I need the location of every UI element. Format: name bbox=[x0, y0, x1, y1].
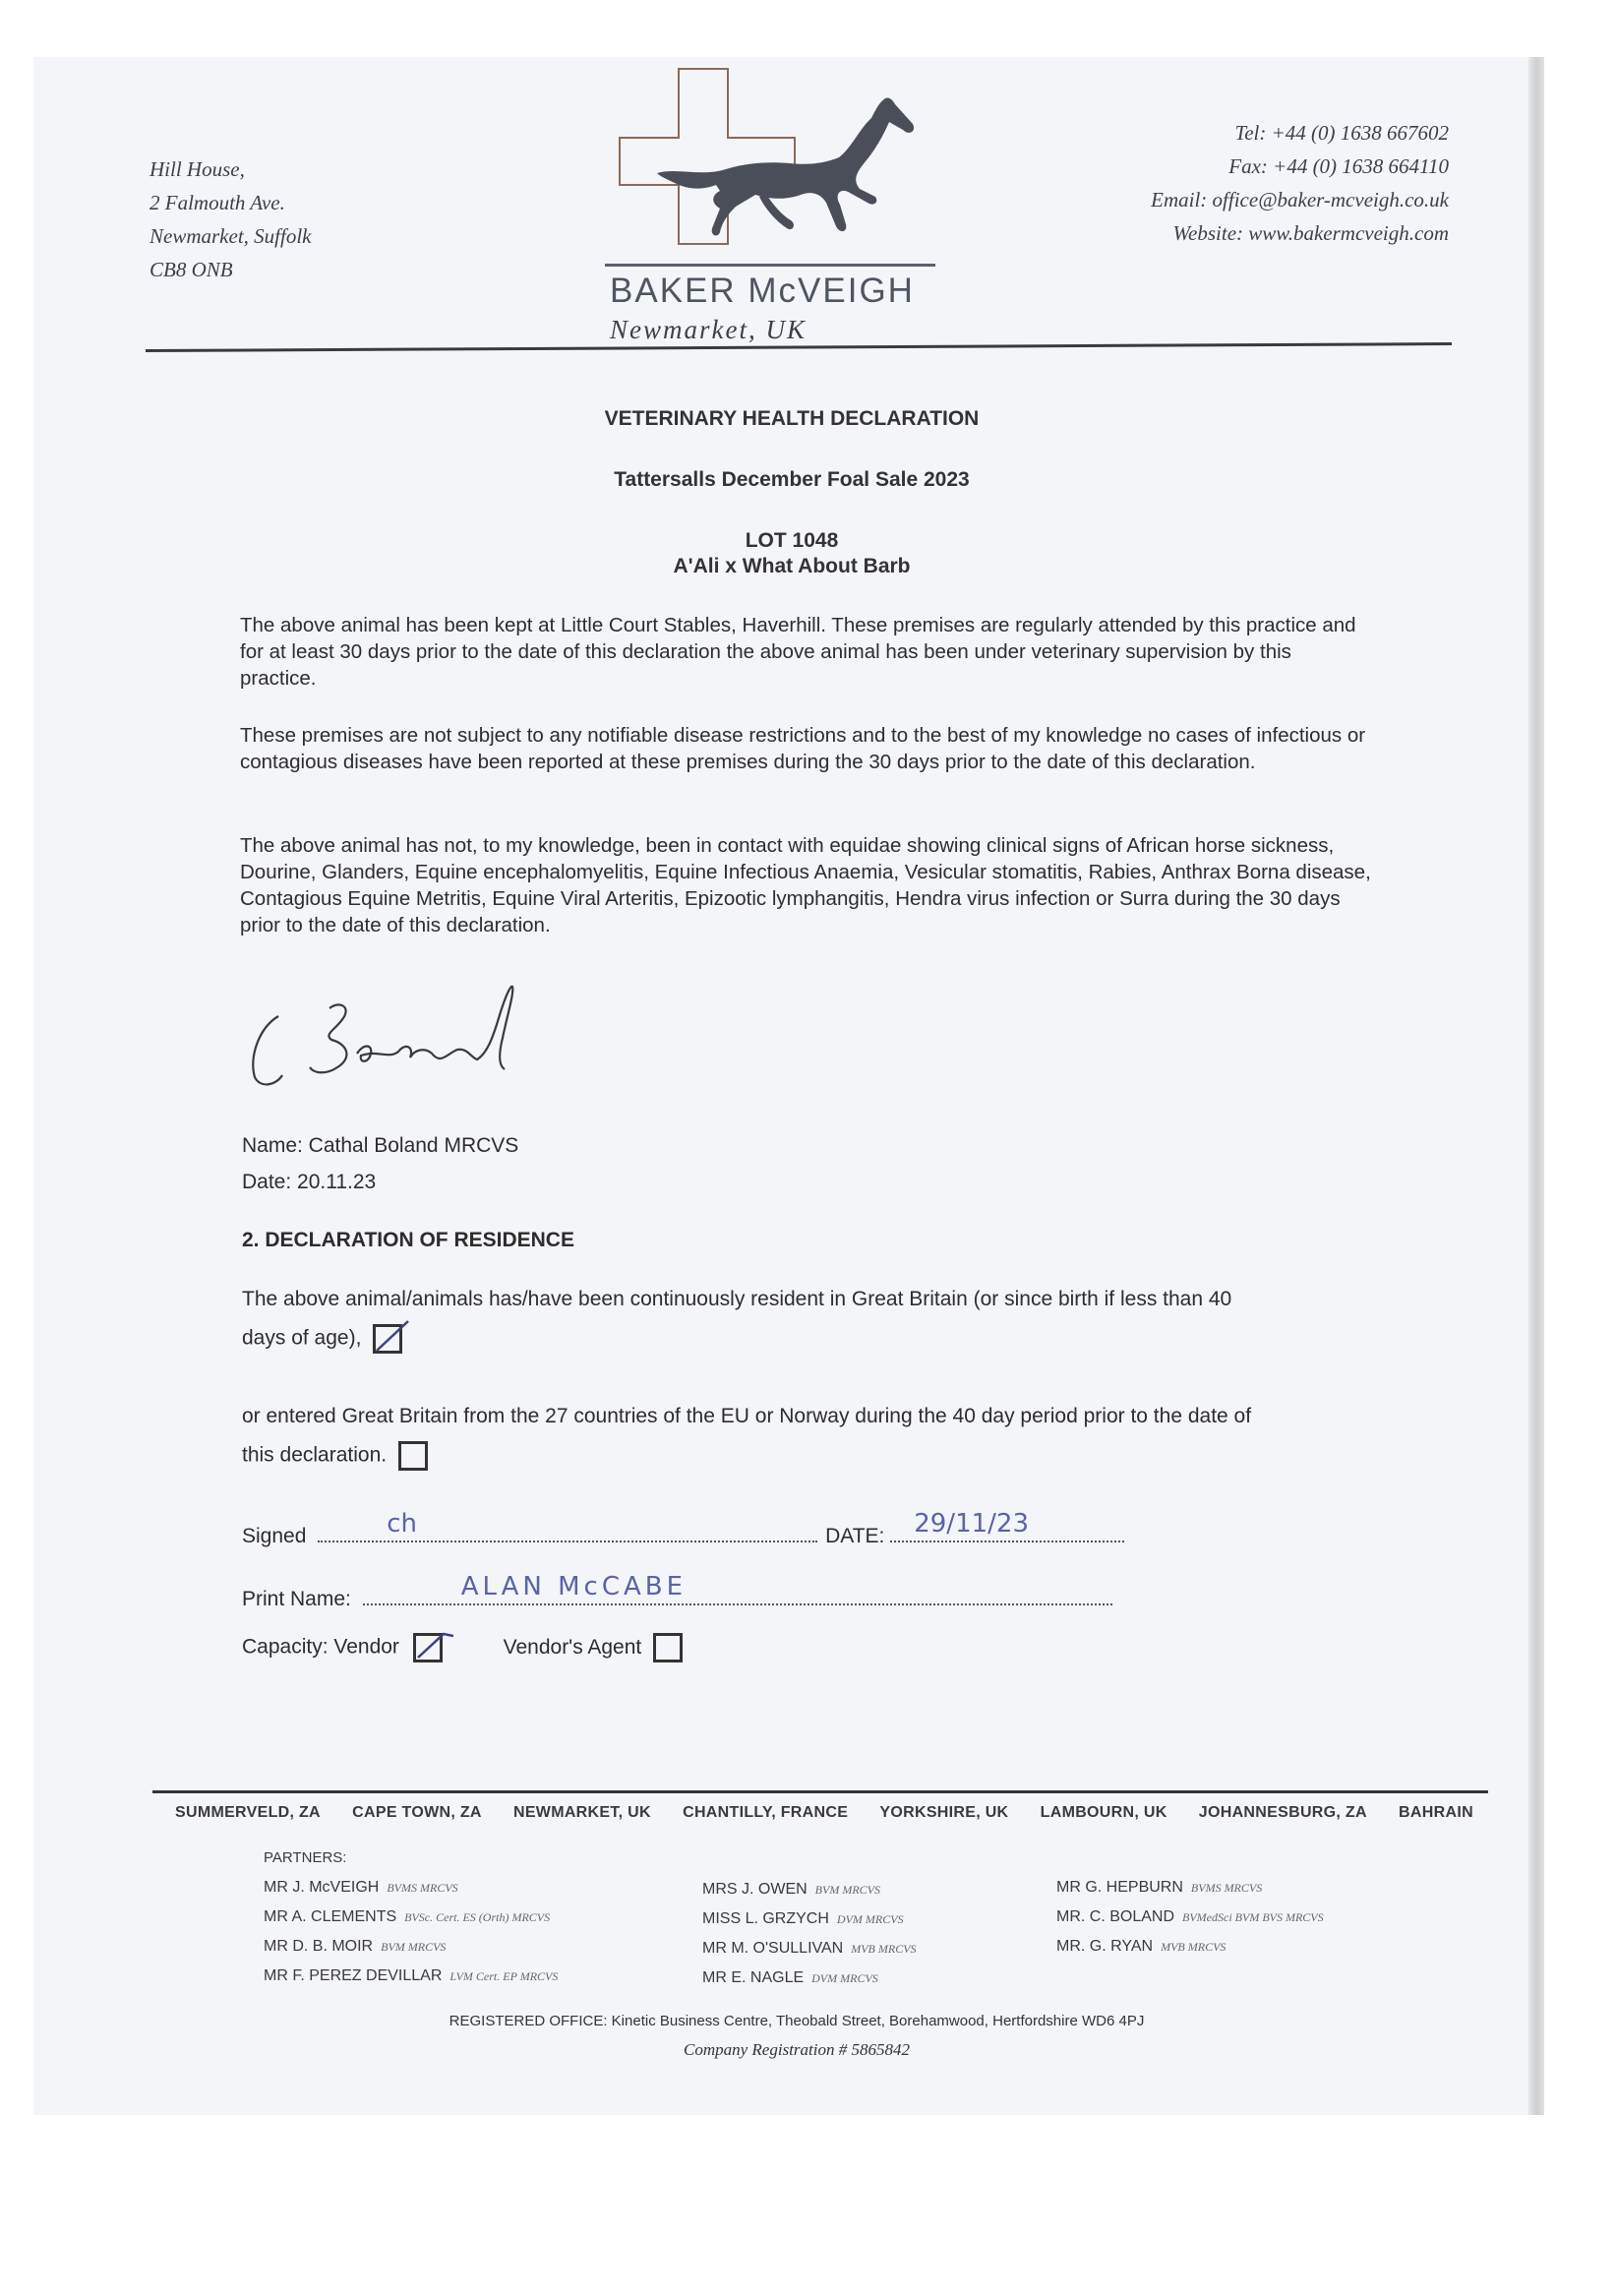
partner-qualification: BVM MRCVS bbox=[381, 1940, 447, 1954]
partner-entry bbox=[702, 1964, 917, 1993]
contact-tel: Tel: +44 (0) 1638 667602 bbox=[1234, 121, 1449, 145]
residence-heading: 2. DECLARATION OF RESIDENCE bbox=[242, 1229, 574, 1251]
registered-office: REGISTERED OFFICE: Kinetic Business Centre, Theobald Street, Borehamwood, Hertfordshire WD6 4PJ bbox=[449, 2013, 1145, 2029]
brand-location: Newmarket, UK bbox=[610, 315, 807, 344]
signed-field[interactable] bbox=[318, 1509, 817, 1542]
cross-horse-logo-icon bbox=[618, 67, 932, 254]
document-title: VETERINARY HEALTH DECLARATION bbox=[604, 407, 980, 430]
office-location: SUMMERVELD, ZA bbox=[175, 1804, 321, 1821]
partners-column-3 bbox=[1056, 1873, 1324, 1962]
entered-eu-checkbox[interactable] bbox=[398, 1441, 428, 1471]
capacity-row bbox=[242, 1633, 683, 1662]
partner-qualification: MVB MRCVS bbox=[851, 1942, 917, 1956]
vendor-checkbox[interactable] bbox=[413, 1633, 443, 1662]
office-location: BAHRAIN bbox=[1399, 1804, 1473, 1821]
office-location: YORKSHIRE, UK bbox=[879, 1804, 1009, 1821]
declaration-paragraph: These premises are not subject to any notifiable disease restrictions and to the best of my knowledge no cases of infectious or contagious diseases have been reported at these premises during the 30 days prior to the date of this declaration. bbox=[240, 724, 1366, 773]
office-locations bbox=[175, 1804, 1473, 1822]
residence-line-1b: days of age), bbox=[242, 1326, 362, 1350]
partner-qualification: MVB MRCVS bbox=[1161, 1940, 1227, 1954]
partner-qualification: DVM MRCVS bbox=[836, 1912, 904, 1926]
partner-entry bbox=[264, 1962, 558, 1991]
partner-entry bbox=[264, 1932, 558, 1962]
page-edge-shadow bbox=[1528, 57, 1544, 2115]
print-name-field[interactable] bbox=[363, 1572, 1112, 1605]
vet-signature-text: C Boland bbox=[241, 1095, 246, 1096]
company-registration: Company Registration # 5865842 bbox=[684, 2040, 910, 2059]
vet-date: Date: 20.11.23 bbox=[242, 1171, 377, 1193]
residence-line-2: or entered Great Britain from the 27 countries of the EU or Norway during the 40 day period prior to the date of bbox=[242, 1405, 1252, 1427]
print-name-handwriting: ALAN McCABE bbox=[460, 1572, 688, 1601]
residence-line-2b: this declaration. bbox=[242, 1443, 388, 1467]
partner-name: MR J. McVEIGH bbox=[264, 1879, 380, 1896]
vendors-agent-checkbox[interactable] bbox=[653, 1633, 683, 1662]
lot-number: LOT 1048 bbox=[745, 529, 839, 552]
partner-qualification: BVMS MRCVS bbox=[1190, 1881, 1263, 1895]
partner-entry bbox=[702, 1934, 917, 1964]
resident-gb-checkbox[interactable] bbox=[373, 1324, 402, 1354]
office-location: JOHANNESBURG, ZA bbox=[1198, 1804, 1367, 1821]
company-contact bbox=[1151, 116, 1449, 250]
partner-name: MR M. O'SULLIVAN bbox=[702, 1940, 844, 1957]
office-location: CHANTILLY, FRANCE bbox=[683, 1804, 849, 1821]
partner-name: MR. G. RYAN bbox=[1056, 1938, 1154, 1955]
signed-row bbox=[242, 1509, 1124, 1548]
partner-qualification: LVM Cert. EP MRCVS bbox=[449, 1969, 559, 1983]
address-line: CB8 ONB bbox=[150, 258, 233, 281]
partner-entry bbox=[264, 1873, 558, 1903]
residence-line-1b-row bbox=[242, 1324, 402, 1354]
signed-handwriting: ch bbox=[387, 1509, 418, 1539]
address-line: Hill House, bbox=[150, 157, 245, 181]
signed-label: Signed bbox=[242, 1525, 307, 1547]
partner-entry bbox=[702, 1875, 917, 1904]
print-name-row bbox=[242, 1572, 1112, 1611]
address-line: Newmarket, Suffolk bbox=[150, 224, 312, 248]
logo-divider bbox=[605, 264, 935, 267]
brand-name: BAKER McVEIGH bbox=[610, 272, 915, 310]
contact-email: Email: office@baker-mcveigh.co.uk bbox=[1151, 188, 1449, 211]
partner-name: MR E. NAGLE bbox=[702, 1969, 805, 1986]
print-name-label: Print Name: bbox=[242, 1588, 351, 1610]
contact-fax: Fax: +44 (0) 1638 664110 bbox=[1228, 154, 1449, 178]
footer-rule bbox=[152, 1790, 1488, 1793]
horse-pedigree: A'Ali x What About Barb bbox=[673, 555, 911, 577]
check-mark-icon bbox=[414, 1628, 453, 1663]
declaration-paragraph: The above animal has not, to my knowledge, been in contact with equidae showing clinical signs of African horse sickness, Dourine, Glanders, Equine encephalomyelitis, Equine Infectious Anaemia, Vesicular stomatitis, Rabies, Anthrax Borna disease, Contagious Equine Metritis, Equine Viral Arteritis, Epizootic lymphangitis, Hendra virus infection or Surra during the 30 days prior to the date of this declaration. bbox=[240, 834, 1371, 937]
vet-name: Name: Cathal Boland MRCVS bbox=[242, 1134, 519, 1157]
partner-name: MR G. HEPBURN bbox=[1056, 1879, 1183, 1896]
partners-column-2 bbox=[702, 1875, 917, 1993]
partner-qualification: BVMedSci BVM BVS MRCVS bbox=[1182, 1910, 1324, 1924]
partner-name: MRS J. OWEN bbox=[702, 1881, 808, 1898]
check-mark-icon bbox=[373, 1317, 412, 1357]
company-address bbox=[150, 152, 311, 286]
partner-entry bbox=[1056, 1932, 1324, 1962]
partner-entry bbox=[1056, 1903, 1324, 1932]
partner-qualification: BVM MRCVS bbox=[814, 1883, 880, 1897]
partner-qualification: BVSc. Cert. ES (Orth) MRCVS bbox=[404, 1910, 551, 1924]
partner-name: MISS L. GRZYCH bbox=[702, 1910, 829, 1927]
partners-column-1 bbox=[264, 1873, 558, 1991]
partners-heading: PARTNERS: bbox=[264, 1849, 347, 1866]
date-label: DATE: bbox=[825, 1525, 885, 1547]
office-location: CAPE TOWN, ZA bbox=[352, 1804, 482, 1821]
declaration-paragraph: The above animal has been kept at Little Court Stables, Haverhill. These premises are regularly attended by this practice and for at least 30 days prior to the date of this declaration the above animal has been under veterinary supervision by this practice. bbox=[240, 614, 1356, 690]
partner-entry bbox=[264, 1903, 558, 1932]
office-location: NEWMARKET, UK bbox=[512, 1804, 651, 1821]
capacity-label: Capacity: Vendor bbox=[242, 1635, 399, 1659]
sale-name: Tattersalls December Foal Sale 2023 bbox=[614, 468, 970, 491]
office-location: LAMBOURN, UK bbox=[1040, 1804, 1167, 1821]
vendors-agent-label: Vendor's Agent bbox=[503, 1635, 642, 1659]
contact-website: Website: www.bakermcveigh.com bbox=[1172, 221, 1449, 245]
address-line: 2 Falmouth Ave. bbox=[150, 191, 285, 214]
date-field[interactable] bbox=[890, 1509, 1124, 1542]
partner-qualification: DVM MRCVS bbox=[811, 1971, 878, 1985]
partner-entry bbox=[1056, 1873, 1324, 1903]
partner-qualification: BVMS MRCVS bbox=[387, 1881, 458, 1895]
partner-entry bbox=[702, 1904, 917, 1934]
vet-signature bbox=[241, 979, 585, 1097]
residence-line-1: The above animal/animals has/have been continuously resident in Great Britain (or since birth if less than 40 bbox=[242, 1288, 1232, 1310]
date-handwriting: 29/11/23 bbox=[914, 1509, 1029, 1539]
partner-name: MR F. PEREZ DEVILLAR bbox=[264, 1967, 443, 1984]
residence-line-2b-row bbox=[242, 1441, 428, 1471]
partner-name: MR. C. BOLAND bbox=[1056, 1908, 1175, 1925]
partner-name: MR A. CLEMENTS bbox=[264, 1908, 397, 1925]
partner-name: MR D. B. MOIR bbox=[264, 1938, 374, 1955]
